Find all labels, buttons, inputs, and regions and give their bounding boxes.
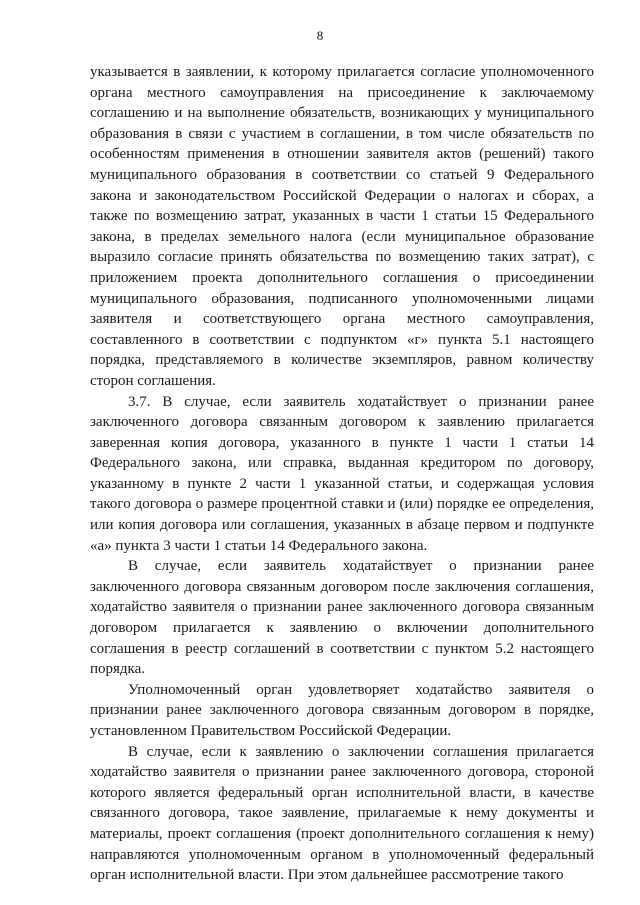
paragraph-continuation: указывается в заявлении, к которому прилагается согласие уполномоченного органа местного самоуправления на присоединение к заключаемому соглашению и на выполнение обязательств, возникающих у муниципального образования в связи с участием в соглашении, в том числе обязательств по особенностям применения в отношении заявителя актов (решений) такого муниципального образования в соответствии со статьей 9 Федерального закона и законодательством Российской Федерации о налогах и сборах, а также по возмещению затрат, указанных в части 1 статьи 15 Федерального закона, в пределах земельного налога (если муниципальное образование выразило согласие принять обязательства по возмещению таких затрат), с приложением проекта дополнительного соглашения о присоединении муниципального образования, подписанного уполномоченными лицами заявителя и соответствующего органа местного самоуправления, составленного в соответствии с подпунктом «г» пункта 5.1 настоящего порядка, представляемого в количестве экземпляров, равном количеству сторон соглашения. xyxy=(90,64,594,389)
page-number: 8 xyxy=(316,28,324,43)
paragraph-authorized-body-approval: Уполномоченный орган удовлетворяет ходатайство заявителя о признании ранее заключенного договора связанным договором в порядке, установленном Правительством Российской Федерации. xyxy=(90,681,594,739)
document-body xyxy=(90,62,594,886)
paragraph-federal-body-contract: В случае, если к заявлению о заключении соглашения прилагается ходатайство заявителя о признании ранее заключенного договора, стороной которого является федеральный орган исполнительной власти, в качестве связанного договора, такое заявление, прилагаемые к нему документы и материалы, проект соглашения (проект дополнительного соглашения к нему) направляются уполномоченным органом в уполномоченный федеральный орган исполнительной власти. При этом дальнейшее рассмотрение такого xyxy=(90,743,594,884)
paragraph-related-contract-after-agreement: В случае, если заявитель ходатайствует о признании ранее заключенного договора связанным договором после заключения соглашения, ходатайство заявителя о признании ранее заключенного договора связанным договором прилагается к заявлению о включении дополнительного соглашения в реестр соглашений в соответствии с пунктом 5.2 настоящего порядка. xyxy=(90,558,594,678)
paragraph-3-7: 3.7. В случае, если заявитель ходатайствует о признании ранее заключенного договора связанным договором к заявлению прилагается заверенная копия договора, указанного в пункте 1 части 1 статьи 14 Федерального закона, или справка, выданная кредитором по договору, указанному в пункте 2 части 1 указанной статьи, и содержащая условия такого договора о размере процентной ставки и (или) порядке ее определения, или копия договора или соглашения, указанных в абзаце первом и подпункте «а» пункта 3 части 1 статьи 14 Федерального закона. xyxy=(90,393,594,554)
